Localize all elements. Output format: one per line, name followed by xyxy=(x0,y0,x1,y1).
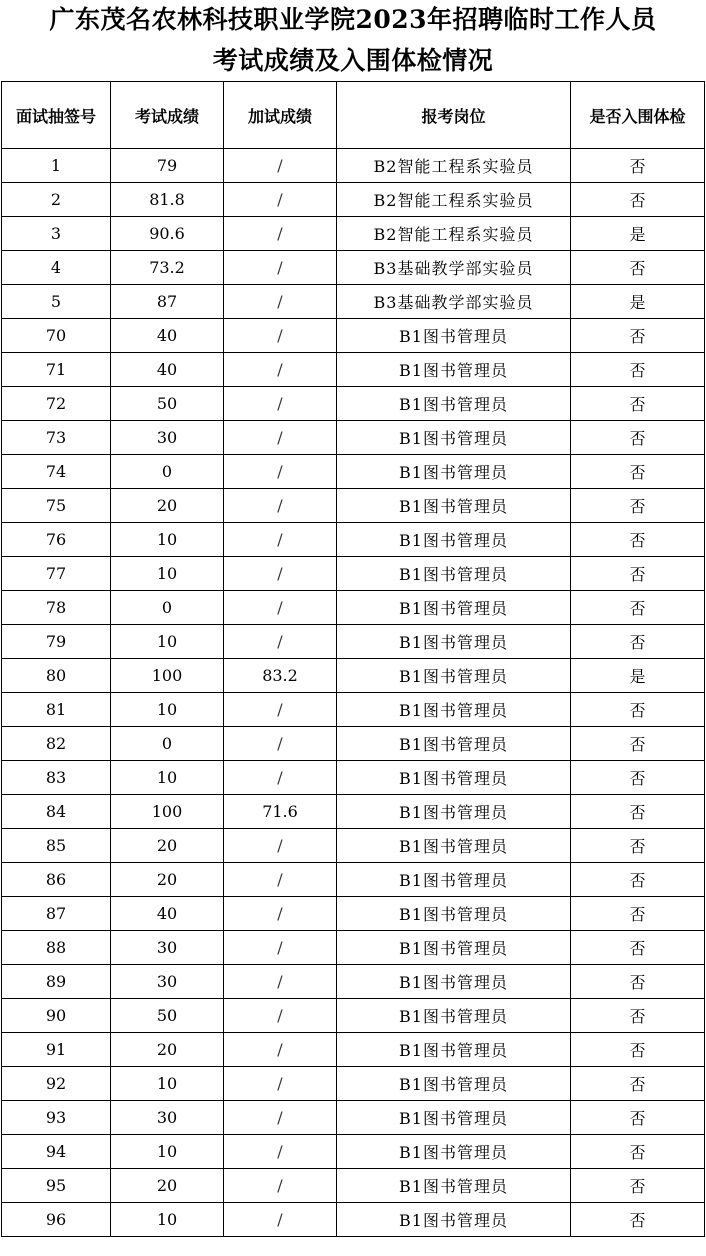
exam-score-cell: 30 xyxy=(111,421,224,455)
medical-check-cell: 否 xyxy=(571,693,705,727)
extra-score-cell: / xyxy=(224,183,337,217)
table-row xyxy=(2,1101,705,1135)
medical-check-cell: 否 xyxy=(571,625,705,659)
table-row xyxy=(2,625,705,659)
extra-score-cell: / xyxy=(224,1169,337,1203)
extra-score-cell: / xyxy=(224,387,337,421)
table-row xyxy=(2,217,705,251)
medical-check-cell: 否 xyxy=(571,965,705,999)
position-cell: B3基础教学部实验员 xyxy=(337,285,571,319)
table-row xyxy=(2,1033,705,1067)
position-cell: B2智能工程系实验员 xyxy=(337,183,571,217)
table-row xyxy=(2,829,705,863)
medical-check-cell: 否 xyxy=(571,455,705,489)
exam-score-cell: 50 xyxy=(111,387,224,421)
exam-score-cell: 40 xyxy=(111,897,224,931)
header-draw-number: 面试抽签号 xyxy=(2,82,111,149)
table-row xyxy=(2,557,705,591)
table-row xyxy=(2,1169,705,1203)
position-cell: B1图书管理员 xyxy=(337,727,571,761)
extra-score-cell: / xyxy=(224,897,337,931)
table-row xyxy=(2,931,705,965)
results-table xyxy=(1,81,705,1237)
extra-score-cell: / xyxy=(224,965,337,999)
draw-number-cell: 82 xyxy=(2,727,111,761)
exam-score-cell: 40 xyxy=(111,319,224,353)
position-cell: B1图书管理员 xyxy=(337,387,571,421)
exam-score-cell: 10 xyxy=(111,761,224,795)
draw-number-cell: 70 xyxy=(2,319,111,353)
medical-check-cell: 否 xyxy=(571,1203,705,1237)
position-cell: B1图书管理员 xyxy=(337,353,571,387)
position-cell: B1图书管理员 xyxy=(337,591,571,625)
draw-number-cell: 76 xyxy=(2,523,111,557)
draw-number-cell: 3 xyxy=(2,217,111,251)
extra-score-cell: / xyxy=(224,1135,337,1169)
document-title xyxy=(0,0,706,80)
table-row xyxy=(2,489,705,523)
medical-check-cell: 否 xyxy=(571,183,705,217)
extra-score-cell: / xyxy=(224,863,337,897)
extra-score-cell: / xyxy=(224,421,337,455)
draw-number-cell: 71 xyxy=(2,353,111,387)
extra-score-cell: / xyxy=(224,727,337,761)
extra-score-cell: / xyxy=(224,1101,337,1135)
extra-score-cell: / xyxy=(224,693,337,727)
exam-score-cell: 73.2 xyxy=(111,251,224,285)
draw-number-cell: 77 xyxy=(2,557,111,591)
table-row xyxy=(2,795,705,829)
exam-score-cell: 100 xyxy=(111,659,224,693)
draw-number-cell: 94 xyxy=(2,1135,111,1169)
table-row xyxy=(2,1203,705,1237)
draw-number-cell: 87 xyxy=(2,897,111,931)
exam-score-cell: 10 xyxy=(111,1203,224,1237)
medical-check-cell: 否 xyxy=(571,897,705,931)
table-row xyxy=(2,693,705,727)
medical-check-cell: 否 xyxy=(571,149,705,183)
draw-number-cell: 88 xyxy=(2,931,111,965)
medical-check-cell: 否 xyxy=(571,591,705,625)
exam-score-cell: 0 xyxy=(111,591,224,625)
draw-number-cell: 83 xyxy=(2,761,111,795)
position-cell: B1图书管理员 xyxy=(337,523,571,557)
medical-check-cell: 否 xyxy=(571,931,705,965)
position-cell: B1图书管理员 xyxy=(337,863,571,897)
extra-score-cell: / xyxy=(224,931,337,965)
medical-check-cell: 是 xyxy=(571,217,705,251)
extra-score-cell: / xyxy=(224,625,337,659)
exam-score-cell: 20 xyxy=(111,1169,224,1203)
position-cell: B1图书管理员 xyxy=(337,625,571,659)
extra-score-cell: / xyxy=(224,591,337,625)
exam-score-cell: 30 xyxy=(111,931,224,965)
table-row xyxy=(2,183,705,217)
exam-score-cell: 79 xyxy=(111,149,224,183)
draw-number-cell: 1 xyxy=(2,149,111,183)
table-row xyxy=(2,863,705,897)
draw-number-cell: 93 xyxy=(2,1101,111,1135)
extra-score-cell: / xyxy=(224,999,337,1033)
table-row xyxy=(2,251,705,285)
exam-score-cell: 90.6 xyxy=(111,217,224,251)
draw-number-cell: 92 xyxy=(2,1067,111,1101)
extra-score-cell: / xyxy=(224,251,337,285)
medical-check-cell: 否 xyxy=(571,1169,705,1203)
table-row xyxy=(2,1135,705,1169)
table-row xyxy=(2,591,705,625)
position-cell: B1图书管理员 xyxy=(337,557,571,591)
medical-check-cell: 否 xyxy=(571,795,705,829)
extra-score-cell: / xyxy=(224,523,337,557)
draw-number-cell: 78 xyxy=(2,591,111,625)
table-row xyxy=(2,455,705,489)
draw-number-cell: 86 xyxy=(2,863,111,897)
draw-number-cell: 81 xyxy=(2,693,111,727)
table-row xyxy=(2,965,705,999)
position-cell: B1图书管理员 xyxy=(337,897,571,931)
exam-score-cell: 20 xyxy=(111,863,224,897)
exam-score-cell: 0 xyxy=(111,455,224,489)
extra-score-cell: / xyxy=(224,761,337,795)
table-row xyxy=(2,659,705,693)
medical-check-cell: 否 xyxy=(571,523,705,557)
medical-check-cell: 否 xyxy=(571,1033,705,1067)
draw-number-cell: 95 xyxy=(2,1169,111,1203)
table-row xyxy=(2,897,705,931)
medical-check-cell: 否 xyxy=(571,353,705,387)
extra-score-cell: / xyxy=(224,829,337,863)
medical-check-cell: 否 xyxy=(571,999,705,1033)
header-medical-check: 是否入围体检 xyxy=(571,82,705,149)
draw-number-cell: 90 xyxy=(2,999,111,1033)
position-cell: B1图书管理员 xyxy=(337,421,571,455)
position-cell: B1图书管理员 xyxy=(337,489,571,523)
exam-score-cell: 20 xyxy=(111,1033,224,1067)
header-row xyxy=(2,82,705,149)
position-cell: B1图书管理员 xyxy=(337,1135,571,1169)
draw-number-cell: 96 xyxy=(2,1203,111,1237)
medical-check-cell: 是 xyxy=(571,659,705,693)
exam-score-cell: 50 xyxy=(111,999,224,1033)
draw-number-cell: 91 xyxy=(2,1033,111,1067)
title-line-2: 考试成绩及入围体检情况 xyxy=(212,46,494,75)
table-row xyxy=(2,387,705,421)
medical-check-cell: 否 xyxy=(571,387,705,421)
extra-score-cell: / xyxy=(224,285,337,319)
medical-check-cell: 否 xyxy=(571,727,705,761)
table-row xyxy=(2,761,705,795)
medical-check-cell: 否 xyxy=(571,421,705,455)
draw-number-cell: 79 xyxy=(2,625,111,659)
table-row xyxy=(2,1067,705,1101)
draw-number-cell: 5 xyxy=(2,285,111,319)
draw-number-cell: 2 xyxy=(2,183,111,217)
draw-number-cell: 85 xyxy=(2,829,111,863)
position-cell: B1图书管理员 xyxy=(337,999,571,1033)
extra-score-cell: / xyxy=(224,557,337,591)
exam-score-cell: 81.8 xyxy=(111,183,224,217)
table-row xyxy=(2,319,705,353)
exam-score-cell: 30 xyxy=(111,1101,224,1135)
extra-score-cell: 83.2 xyxy=(224,659,337,693)
exam-score-cell: 10 xyxy=(111,557,224,591)
extra-score-cell: / xyxy=(224,455,337,489)
extra-score-cell: / xyxy=(224,353,337,387)
position-cell: B3基础教学部实验员 xyxy=(337,251,571,285)
position-cell: B2智能工程系实验员 xyxy=(337,217,571,251)
position-cell: B1图书管理员 xyxy=(337,931,571,965)
exam-score-cell: 10 xyxy=(111,693,224,727)
draw-number-cell: 89 xyxy=(2,965,111,999)
position-cell: B1图书管理员 xyxy=(337,1203,571,1237)
medical-check-cell: 否 xyxy=(571,1135,705,1169)
medical-check-cell: 否 xyxy=(571,761,705,795)
table-body xyxy=(2,149,705,1237)
exam-score-cell: 20 xyxy=(111,489,224,523)
medical-check-cell: 否 xyxy=(571,489,705,523)
draw-number-cell: 80 xyxy=(2,659,111,693)
draw-number-cell: 72 xyxy=(2,387,111,421)
position-cell: B1图书管理员 xyxy=(337,693,571,727)
exam-score-cell: 10 xyxy=(111,1135,224,1169)
position-cell: B1图书管理员 xyxy=(337,795,571,829)
extra-score-cell: / xyxy=(224,1033,337,1067)
table-header xyxy=(2,82,705,149)
position-cell: B1图书管理员 xyxy=(337,1101,571,1135)
position-cell: B1图书管理员 xyxy=(337,455,571,489)
table-row xyxy=(2,727,705,761)
exam-score-cell: 10 xyxy=(111,1067,224,1101)
table-row xyxy=(2,285,705,319)
position-cell: B1图书管理员 xyxy=(337,761,571,795)
table-row xyxy=(2,353,705,387)
title-line-1: 广东茂名农林科技职业学院2023年招聘临时工作人员 xyxy=(49,5,657,34)
table-row xyxy=(2,149,705,183)
position-cell: B1图书管理员 xyxy=(337,1169,571,1203)
exam-score-cell: 10 xyxy=(111,523,224,557)
draw-number-cell: 73 xyxy=(2,421,111,455)
extra-score-cell: / xyxy=(224,1203,337,1237)
medical-check-cell: 是 xyxy=(571,285,705,319)
exam-score-cell: 87 xyxy=(111,285,224,319)
medical-check-cell: 否 xyxy=(571,863,705,897)
position-cell: B1图书管理员 xyxy=(337,829,571,863)
position-cell: B1图书管理员 xyxy=(337,1033,571,1067)
extra-score-cell: / xyxy=(224,319,337,353)
exam-score-cell: 40 xyxy=(111,353,224,387)
extra-score-cell: / xyxy=(224,217,337,251)
position-cell: B1图书管理员 xyxy=(337,1067,571,1101)
header-extra-score: 加试成绩 xyxy=(224,82,337,149)
exam-score-cell: 100 xyxy=(111,795,224,829)
position-cell: B1图书管理员 xyxy=(337,319,571,353)
medical-check-cell: 否 xyxy=(571,1101,705,1135)
extra-score-cell: / xyxy=(224,1067,337,1101)
medical-check-cell: 否 xyxy=(571,319,705,353)
extra-score-cell: / xyxy=(224,149,337,183)
extra-score-cell: 71.6 xyxy=(224,795,337,829)
extra-score-cell: / xyxy=(224,489,337,523)
draw-number-cell: 4 xyxy=(2,251,111,285)
draw-number-cell: 74 xyxy=(2,455,111,489)
position-cell: B1图书管理员 xyxy=(337,965,571,999)
exam-score-cell: 30 xyxy=(111,965,224,999)
table-row xyxy=(2,523,705,557)
medical-check-cell: 否 xyxy=(571,557,705,591)
header-exam-score: 考试成绩 xyxy=(111,82,224,149)
medical-check-cell: 否 xyxy=(571,1067,705,1101)
table-row xyxy=(2,421,705,455)
medical-check-cell: 否 xyxy=(571,251,705,285)
position-cell: B2智能工程系实验员 xyxy=(337,149,571,183)
medical-check-cell: 否 xyxy=(571,829,705,863)
exam-score-cell: 20 xyxy=(111,829,224,863)
exam-score-cell: 0 xyxy=(111,727,224,761)
position-cell: B1图书管理员 xyxy=(337,659,571,693)
exam-score-cell: 10 xyxy=(111,625,224,659)
draw-number-cell: 84 xyxy=(2,795,111,829)
draw-number-cell: 75 xyxy=(2,489,111,523)
header-position: 报考岗位 xyxy=(337,82,571,149)
table-row xyxy=(2,999,705,1033)
